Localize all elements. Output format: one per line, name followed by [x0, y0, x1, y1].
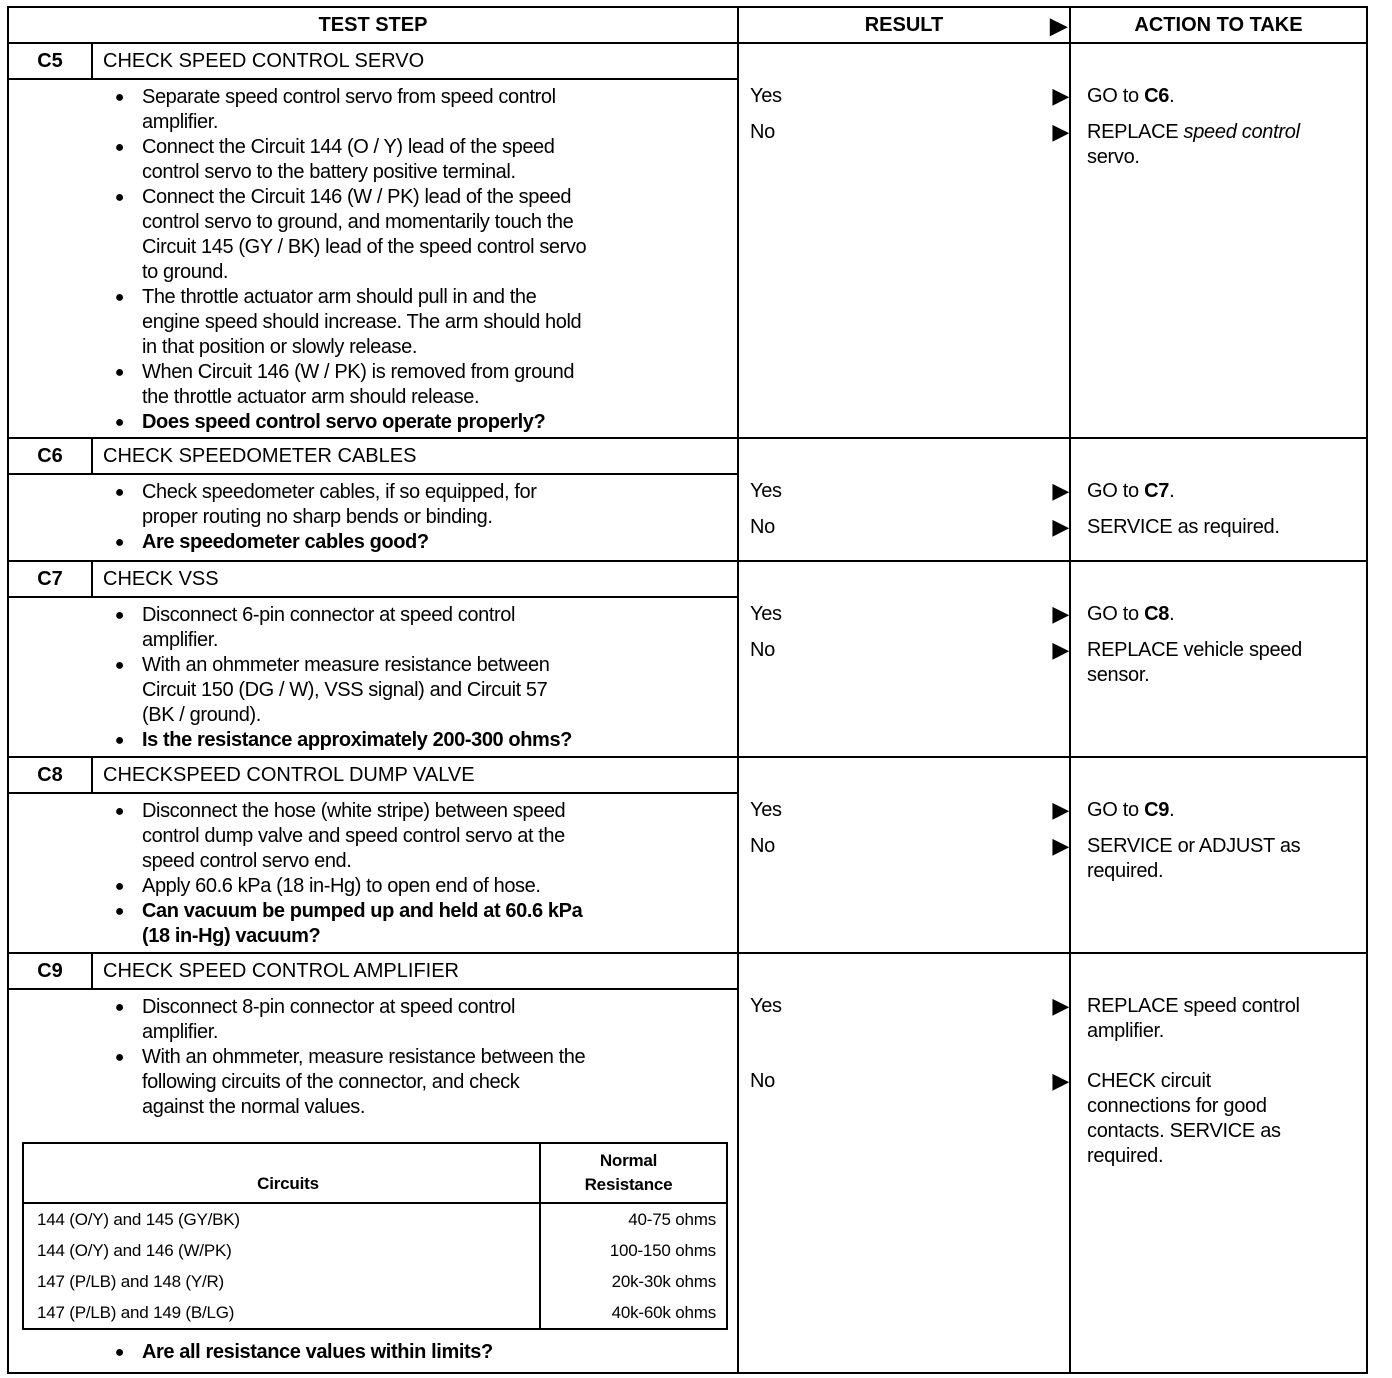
instruction-text: With an ohmmeter, measure resistance between the following circuits of the connector, and check against the normal values. — [142, 1046, 586, 1118]
action-text — [1071, 994, 1366, 1044]
bullet-icon: ● — [114, 414, 124, 431]
instruction-text: Connect the Circuit 146 (W / PK) lead of the speed control servo to ground, and momentarily touch the Circuit 145 (GY / BK) lead of the speed control servo to ground. — [142, 186, 587, 283]
action-segment: . — [1169, 85, 1175, 107]
test-step-cell — [9, 439, 739, 560]
bullet-icon: ● — [114, 534, 124, 551]
table-row — [24, 1266, 726, 1297]
arrow-right-icon: ▶ — [1052, 119, 1069, 144]
result-row-no — [739, 1069, 1366, 1169]
result-label: No — [750, 516, 775, 538]
bullet-icon: ● — [114, 1049, 124, 1066]
table-row — [24, 1204, 726, 1235]
result-cell — [739, 479, 1071, 504]
step-question — [9, 530, 737, 555]
test-step-cell — [9, 562, 739, 756]
instruction-item — [9, 1045, 737, 1120]
step-title: CHECK SPEEDOMETER CABLES — [103, 444, 417, 467]
step-id: C7 — [9, 562, 93, 596]
step-question — [9, 728, 737, 753]
action-text — [1071, 479, 1366, 504]
result-label: No — [750, 639, 775, 661]
action-segment: . — [1169, 480, 1175, 502]
arrow-right-icon: ▶ — [1052, 514, 1069, 539]
instruction-item — [9, 135, 737, 185]
header-result: RESULT — [864, 13, 944, 36]
bullet-icon: ● — [114, 607, 124, 624]
test-step-c5 — [9, 44, 1366, 439]
bullet-icon: ● — [114, 999, 124, 1016]
arrow-right-icon: ▶ — [1052, 637, 1069, 662]
bullet-icon: ● — [114, 484, 124, 501]
instruction-text: Disconnect the hose (white stripe) between speed control dump valve and speed control servo at the speed control servo end. — [142, 800, 566, 872]
action-segment: C9 — [1144, 799, 1170, 821]
action-segment: . — [1169, 799, 1175, 821]
bullet-icon: ● — [114, 364, 124, 381]
resistance-table-header — [24, 1144, 726, 1204]
result-cell — [739, 638, 1071, 688]
action-text — [1071, 84, 1366, 109]
bullet-icon: ● — [114, 139, 124, 156]
circuit-pair: 147 (P/LB) and 148 (Y/R) — [24, 1266, 541, 1297]
instruction-text: Disconnect 8-pin connector at speed control amplifier. — [142, 996, 516, 1043]
test-step-c7 — [9, 562, 1366, 758]
instruction-item — [9, 360, 737, 410]
step-title-row — [9, 954, 737, 990]
result-label: Yes — [750, 85, 782, 107]
result-action-cell — [739, 758, 1366, 952]
action-segment: servo. — [1087, 146, 1140, 168]
action-segment: GO to — [1087, 85, 1145, 107]
step-question — [9, 899, 737, 949]
table-header — [9, 8, 1366, 44]
result-row-no — [739, 834, 1366, 884]
header-action: ACTION TO TAKE — [1134, 13, 1303, 36]
normal-resistance: 40k-60k ohms — [611, 1303, 716, 1322]
action-segment: CHECK circuit connections for good contacts. SERVICE as required. — [1087, 1070, 1281, 1167]
bullet-icon: ● — [114, 289, 124, 306]
instruction-text: Does speed control servo operate properly? — [142, 411, 546, 433]
action-text — [1071, 120, 1366, 170]
result-row-no — [739, 515, 1366, 540]
step-id: C6 — [9, 439, 93, 473]
instruction-item — [9, 874, 737, 899]
result-cell — [739, 120, 1071, 170]
arrow-right-icon: ▶ — [1052, 993, 1069, 1018]
normal-resistance: 20k-30k ohms — [611, 1272, 716, 1291]
step-title: CHECKSPEED CONTROL DUMP VALVE — [103, 763, 475, 786]
step-instructions — [9, 598, 737, 759]
result-action-cell — [739, 562, 1366, 756]
result-label: No — [750, 121, 775, 143]
result-row-yes — [739, 479, 1366, 504]
step-id: C8 — [9, 758, 93, 792]
step-title: CHECK SPEED CONTROL AMPLIFIER — [103, 959, 459, 982]
step-title-row — [9, 758, 737, 794]
action-segment: GO to — [1087, 603, 1145, 625]
action-segment: GO to — [1087, 480, 1145, 502]
result-row-yes — [739, 798, 1366, 823]
test-step-cell — [9, 44, 739, 437]
action-text — [1071, 602, 1366, 627]
result-label: Yes — [750, 480, 782, 502]
result-row-yes — [739, 994, 1366, 1044]
instruction-item — [9, 285, 737, 360]
result-cell — [739, 1069, 1071, 1169]
bullet-icon: ● — [114, 657, 124, 674]
instruction-item — [9, 995, 737, 1045]
instruction-text: Separate speed control servo from speed control amplifier. — [142, 86, 556, 133]
result-row-yes — [739, 84, 1366, 109]
instruction-text: Check speedometer cables, if so equipped, for proper routing no sharp bends or binding. — [142, 481, 537, 528]
test-step-c6 — [9, 439, 1366, 562]
result-cell — [739, 602, 1071, 627]
step-title-row — [9, 44, 737, 80]
instruction-item — [9, 653, 737, 728]
result-cell — [739, 84, 1071, 109]
column-header-circuits: Circuits — [24, 1144, 541, 1202]
arrow-right-icon: ▶ — [1052, 83, 1069, 108]
action-segment: SERVICE as required. — [1087, 516, 1280, 538]
step-question — [9, 1340, 737, 1365]
step-instructions — [9, 990, 737, 1371]
circuit-pair: 147 (P/LB) and 149 (B/LG) — [24, 1297, 541, 1328]
action-segment: C6 — [1144, 85, 1170, 107]
result-label: Yes — [750, 603, 782, 625]
result-label: Yes — [750, 995, 782, 1017]
result-row-no — [739, 120, 1366, 170]
arrow-right-icon: ▶ — [1052, 833, 1069, 858]
circuit-pair: 144 (O/Y) and 146 (W/PK) — [24, 1235, 541, 1266]
action-text — [1071, 515, 1366, 540]
result-label: Yes — [750, 799, 782, 821]
action-segment: GO to — [1087, 799, 1145, 821]
normal-resistance: 100-150 ohms — [609, 1241, 716, 1260]
step-title: CHECK VSS — [103, 567, 219, 590]
instruction-text: Connect the Circuit 144 (O / Y) lead of the speed control servo to the battery positive terminal. — [142, 136, 555, 183]
instruction-text: Are speedometer cables good? — [142, 531, 429, 553]
instruction-item — [9, 480, 737, 530]
step-title-row — [9, 439, 737, 475]
arrow-right-icon: ▶ — [1052, 478, 1069, 503]
step-instructions — [9, 794, 737, 955]
instruction-item — [9, 799, 737, 874]
step-title: CHECK SPEED CONTROL SERVO — [103, 49, 425, 72]
result-row-yes — [739, 602, 1366, 627]
action-segment: C8 — [1144, 603, 1170, 625]
resistance-table — [22, 1142, 728, 1330]
arrow-right-icon: ▶ — [1052, 601, 1069, 626]
instruction-text: Can vacuum be pumped up and held at 60.6 kPa (18 in-Hg) vacuum? — [142, 900, 583, 947]
instruction-item — [9, 85, 737, 135]
bullet-icon: ● — [114, 878, 124, 895]
action-segment: C7 — [1144, 480, 1170, 502]
step-instructions — [9, 80, 737, 441]
bullet-icon: ● — [114, 803, 124, 820]
test-step-c9 — [9, 954, 1366, 1372]
result-action-cell — [739, 44, 1366, 437]
test-step-cell — [9, 954, 739, 1372]
normal-resistance: 40-75 ohms — [628, 1210, 716, 1229]
action-text — [1071, 638, 1366, 688]
circuit-pair: 144 (O/Y) and 145 (GY/BK) — [24, 1204, 541, 1235]
step-title-row — [9, 562, 737, 598]
step-id: C9 — [9, 954, 93, 988]
bullet-icon: ● — [114, 189, 124, 206]
action-segment: SERVICE or ADJUST as required. — [1087, 835, 1301, 882]
step-id: C5 — [9, 44, 93, 78]
arrow-right-icon: ▶ — [1052, 1068, 1069, 1093]
instruction-text: With an ohmmeter measure resistance between Circuit 150 (DG / W), VSS signal) and Circuit 57 (BK / ground). — [142, 654, 550, 726]
result-action-cell — [739, 439, 1366, 560]
result-cell — [739, 798, 1071, 823]
result-cell — [739, 994, 1071, 1044]
test-step-cell — [9, 758, 739, 952]
instruction-item — [9, 603, 737, 653]
table-row — [24, 1235, 726, 1266]
bullet-icon: ● — [114, 732, 124, 749]
result-cell — [739, 834, 1071, 884]
arrow-right-icon: ▶ — [1052, 797, 1069, 822]
action-text — [1071, 834, 1366, 884]
bullet-icon: ● — [114, 1344, 124, 1361]
header-test-step: TEST STEP — [9, 8, 739, 42]
result-row-no — [739, 638, 1366, 688]
instruction-text: Apply 60.6 kPa (18 in-Hg) to open end of hose. — [142, 875, 541, 897]
instruction-text: Disconnect 6-pin connector at speed control amplifier. — [142, 604, 516, 651]
instruction-item — [9, 185, 737, 285]
action-segment: speed control — [1183, 121, 1300, 143]
action-segment: REPLACE vehicle speed sensor. — [1087, 639, 1302, 686]
instruction-text: When Circuit 146 (W / PK) is removed from ground the throttle actuator arm should release. — [142, 361, 575, 408]
diagnostic-table — [7, 6, 1368, 1374]
bullet-icon: ● — [114, 89, 124, 106]
action-segment: . — [1169, 603, 1175, 625]
instruction-text: The throttle actuator arm should pull in and the engine speed should increase. The arm should hold in that position or slowly release. — [142, 286, 582, 358]
result-label: No — [750, 835, 775, 857]
table-row — [24, 1297, 726, 1328]
bullet-icon: ● — [114, 903, 124, 920]
action-text — [1071, 798, 1366, 823]
test-step-c8 — [9, 758, 1366, 954]
result-cell — [739, 515, 1071, 540]
result-action-cell — [739, 954, 1366, 1372]
action-segment: REPLACE speed control amplifier. — [1087, 995, 1300, 1042]
instruction-text: Is the resistance approximately 200-300 ohms? — [142, 729, 572, 751]
column-header-normal-resistance: Normal Resistance — [584, 1151, 673, 1194]
arrow-right-icon: ▶ — [1050, 13, 1067, 38]
step-instructions — [9, 475, 737, 561]
step-question — [9, 410, 737, 435]
action-segment: REPLACE — [1087, 121, 1184, 143]
result-label: No — [750, 1070, 775, 1092]
instruction-text: Are all resistance values within limits? — [142, 1341, 493, 1363]
action-text — [1071, 1069, 1366, 1169]
